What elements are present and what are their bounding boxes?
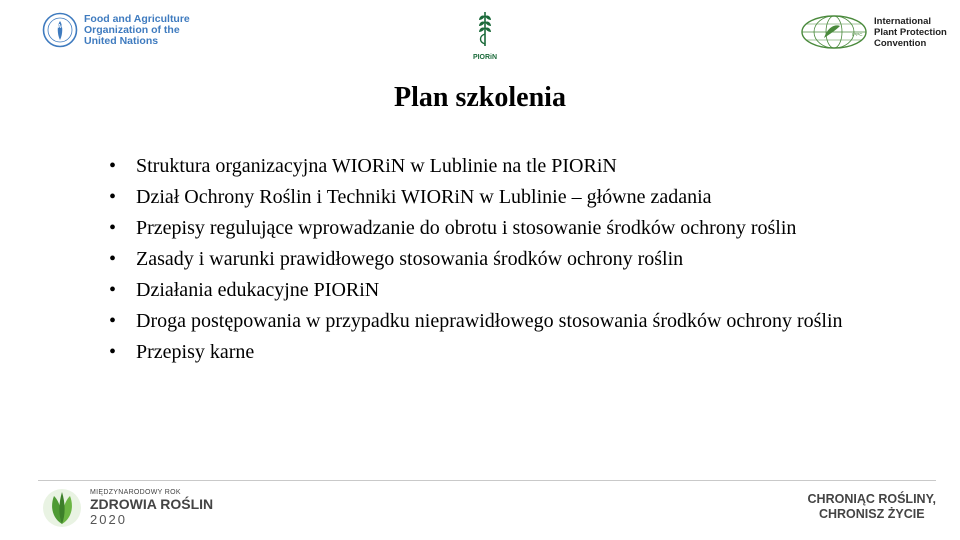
year-number: 2020 [90, 512, 127, 527]
slogan-line-1: CHRONIĄC ROŚLINY, [807, 492, 936, 506]
slogan-line-2: CHRONISZ ŻYCIE [818, 507, 925, 521]
ippc-line-2: Plant Protection [874, 26, 947, 38]
plant-health-year-logo [42, 488, 213, 528]
year-small-label: MIĘDZYNARODOWY ROK [90, 489, 181, 496]
bullet-item: • Przepisy karne [108, 339, 870, 365]
ippc-text [874, 16, 947, 49]
ippc-line-3: Convention [874, 37, 927, 49]
fao-text [84, 14, 190, 47]
fao-emblem-icon [42, 12, 78, 48]
footer-divider [38, 480, 936, 481]
slogan [808, 492, 936, 522]
fao-logo [42, 12, 190, 48]
fao-emblem-letters: FAO [54, 24, 66, 30]
piorin-logo [468, 8, 502, 61]
ippc-line-1: International [874, 15, 932, 27]
plant-health-year-text [90, 489, 213, 527]
bullet-item: • Dział Ochrony Roślin i Techniki WIORiN w Lublinie – główne zadania [108, 184, 870, 210]
bullet-item: • Działania edukacyjne PIORiN [108, 277, 870, 303]
fao-line-1: Food and Agriculture [84, 12, 190, 25]
wheat-icon [473, 8, 497, 48]
ippc-logo [800, 14, 947, 50]
ippc-globe-icon [800, 14, 868, 50]
fao-line-3: United Nations [84, 34, 159, 47]
bullet-item: • Droga postępowania w przypadku nieprawidłowego stosowania środków ochrony roślin [108, 308, 870, 334]
fao-line-2: Organization of the [84, 23, 180, 36]
piorin-label: PIORiN [472, 54, 498, 61]
bullet-item: • Przepisy regulujące wprowadzanie do obrotu i stosowanie środków ochrony roślin [108, 215, 870, 241]
bullet-item: • Zasady i warunki prawidłowego stosowania środków ochrony roślin [108, 246, 870, 272]
bullet-list [108, 153, 870, 370]
year-big-label: ZDROWIA ROŚLIN [90, 496, 214, 512]
ippc-emblem-text: IPPC [852, 32, 863, 37]
leaves-icon [42, 488, 82, 528]
bullet-item: • Struktura organizacyjna WIORiN w Lublinie na tle PIORiN [108, 153, 870, 179]
slide-title: Plan szkolenia [394, 82, 566, 113]
